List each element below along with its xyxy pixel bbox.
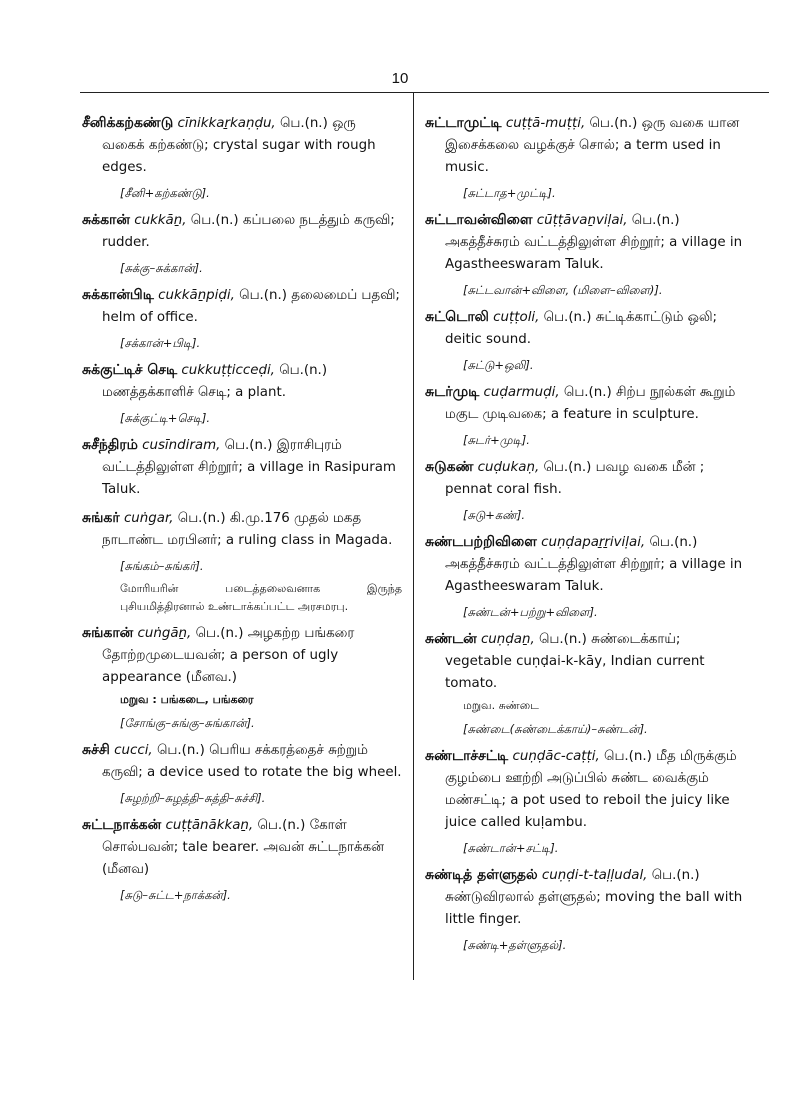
entry-definition: மணத்தக்காளிச் செடி; a plant.: [102, 385, 287, 400]
entry-headword: சுக்கான்: [82, 212, 130, 228]
entry-body: [425, 456, 745, 501]
entry-transliteration: cuṭṭoli,: [493, 310, 540, 325]
entry-etymology: [சுக்குட்டி+செடி].: [120, 411, 211, 425]
entry-definition: சுண்டைக்காய்; vegetable cuṇḍai-k-kāy, Indian current tomato.: [445, 632, 705, 691]
entry-body: [82, 434, 402, 501]
entry-headword: சுசீந்திரம்: [82, 437, 138, 453]
entry-definition: பெரிய சக்கரத்தைச் சுற்றும் கருவி; a device used to rotate the big wheel.: [102, 743, 402, 780]
entry-transliteration: cuḍarmuḍi,: [483, 385, 560, 400]
entry-part-of-speech: பெ.(n.): [190, 213, 239, 228]
entry-etymology: [சக்கான்+பிடி].: [120, 336, 201, 350]
dictionary-entry: [82, 507, 402, 616]
entry-etymology: [சுண்டி+தள்ளுதல்].: [463, 938, 567, 952]
entry-part-of-speech: பெ.(n.): [563, 385, 612, 400]
entry-definition: அகத்தீச்சுரம் வட்டத்திலுள்ள சிற்றூர்; a village in Agastheeswaram Taluk.: [445, 557, 743, 594]
entry-part-of-speech: பெ.(n.): [651, 868, 700, 883]
dictionary-entry: [425, 209, 745, 300]
dictionary-entry: [425, 112, 745, 203]
dictionary-entry: [425, 306, 745, 375]
dictionary-entry: [425, 864, 745, 955]
dictionary-entry: [82, 622, 402, 733]
entry-definition: இராசிபுரம் வட்டத்திலுள்ள சிற்றூர்; a village in Rasipuram Taluk.: [102, 438, 396, 497]
dictionary-entry: [82, 814, 402, 905]
entry-body: [425, 209, 745, 276]
dictionary-entry: [82, 112, 402, 203]
entry-etymology: [சுட்டவான்+விளை, (மிளை–விளை)].: [463, 283, 663, 297]
entry-transliteration: cuḍukaṇ,: [477, 460, 540, 475]
entry-transliteration: cukkuṭṭicceḍi,: [181, 363, 275, 378]
entry-part-of-speech: பெ.(n.): [177, 511, 226, 526]
entry-etymology: [சோங்கு–சுங்கு–சுங்கான்].: [120, 716, 255, 730]
entry-etymology: [சுண்டன்+பற்று+விளை].: [463, 605, 598, 619]
entry-part-of-speech: பெ.(n.): [631, 213, 680, 228]
entry-part-of-speech: பெ.(n.): [195, 626, 244, 641]
entry-etymology: [சுக்கு–சுக்கான்].: [120, 261, 203, 275]
entry-transliteration: cusīndiram,: [142, 438, 221, 453]
entry-transliteration: cīnikkaṟkaṇḍu,: [177, 116, 276, 131]
entry-transliteration: cuṅgar,: [123, 511, 174, 526]
entry-synonym: மறுவ. சுண்டை: [463, 699, 539, 712]
entry-etymology: [சுடர்+முடி].: [463, 433, 530, 447]
entry-definition: மீத மிருக்கும் குழம்பை ஊற்றி அடுப்பில் சுண்ட வைக்கும் மண்சட்டி; a pot used to reboil the juicy like juice called kuḷambu.: [445, 749, 737, 830]
entry-definition: சுண்டுவிரலால் தள்ளுதல்; moving the ball with little finger.: [445, 890, 743, 927]
entry-transliteration: cuṭṭā-muṭṭi,: [505, 116, 586, 131]
entry-definition: சுட்டிக்காட்டும் ஒலி; deitic sound.: [445, 310, 717, 347]
entry-etymology: [சுங்கம்–சுங்கர்].: [120, 559, 204, 573]
entry-transliteration: cuṅgāṉ,: [137, 626, 192, 641]
entry-etymology: [சுட்டாத+முட்டி].: [463, 186, 556, 200]
entry-synonym: மறுவ : பங்கடை, பங்கரை: [120, 693, 254, 706]
entry-body: [82, 284, 402, 329]
entry-body: [82, 507, 402, 552]
entry-headword: சுக்குட்டிச் செடி: [82, 362, 178, 378]
dictionary-entry: [82, 434, 402, 501]
entry-headword: சுட்டாவன்விளை: [425, 212, 533, 228]
entry-headword: சுண்டித் தள்ளுதல்: [425, 867, 538, 883]
entry-etymology: [சுண்டான்+சட்டி].: [463, 841, 559, 855]
entry-body: [425, 112, 745, 179]
entry-body: [425, 381, 745, 426]
entry-headword: சுண்டாச்சட்டி: [425, 748, 509, 764]
entry-definition: அழகற்ற பங்கரை தோற்றமுடையவன்; a person of ugly appearance (மீனவ.): [102, 626, 355, 685]
entry-headword: சுச்சி: [82, 742, 110, 758]
entry-definition: ஒரு வகை யான இசைக்கலை வழக்குச் சொல்; a term used in music.: [445, 116, 740, 175]
entry-body: [425, 864, 745, 931]
dictionary-entry: [82, 739, 402, 808]
entry-definition: தலைமைப் பதவி; helm of office.: [102, 288, 400, 325]
right-column: [425, 112, 745, 961]
entry-part-of-speech: பெ.(n.): [156, 743, 205, 758]
entry-transliteration: cuṇḍapaṟṟiviḷai,: [541, 535, 646, 550]
dictionary-entry: [82, 359, 402, 428]
entry-definition: கப்பலை நடத்தும் கருவி; rudder.: [102, 213, 395, 250]
entry-headword: சுட்டாமுட்டி: [425, 115, 502, 131]
entry-headword: சுங்கர்: [82, 510, 120, 526]
entry-transliteration: cūṭṭāvaṉviḷai,: [536, 213, 628, 228]
entry-part-of-speech: பெ.(n.): [279, 363, 328, 378]
entry-headword: சுண்டபற்றிவிளை: [425, 534, 537, 550]
entry-etymology: [சீனி+கற்கண்டு].: [120, 186, 210, 200]
page-number: 10: [391, 70, 409, 87]
entry-transliteration: cukkāṉpiḍi,: [158, 288, 235, 303]
entry-headword: சீனிக்கற்கண்டு: [82, 115, 174, 131]
dictionary-entry: [425, 456, 745, 525]
entry-definition: ஒரு வகைக் கற்கண்டு; crystal sugar with rough edges.: [102, 116, 376, 175]
dictionary-entry: [425, 628, 745, 739]
entry-definition: கோள் சொல்பவன்; tale bearer. அவன் சுட்டநாக்கன் (மீனவ): [102, 818, 385, 877]
dictionary-entry: [82, 284, 402, 353]
entry-part-of-speech: பெ.(n.): [543, 310, 592, 325]
entry-transliteration: cuṇḍaṉ,: [480, 632, 535, 647]
entry-body: [82, 112, 402, 179]
entry-part-of-speech: பெ.(n.): [543, 460, 592, 475]
entry-part-of-speech: பெ.(n.): [539, 632, 587, 647]
column-divider: [413, 93, 414, 980]
entry-etymology: [சுடு+கண்].: [463, 508, 526, 522]
entry-definition: பவழ வகை மீன் ; pennat coral fish.: [445, 460, 705, 497]
entry-transliteration: cuṇḍi-t-taḷḷudal,: [541, 868, 648, 883]
left-column: [82, 112, 402, 911]
entry-part-of-speech: பெ.(n.): [589, 116, 638, 131]
entry-definition: அகத்தீச்சுரம் வட்டத்திலுள்ள சிற்றூர்; a village in Agastheeswaram Taluk.: [445, 235, 743, 272]
entry-definition: கி.மு.176 முதல் மகத நாடாண்ட மரபினர்; a ruling class in Magada.: [102, 511, 393, 548]
entry-definition: சிற்ப நூல்கள் கூறும் மகுட முடிவகை; a feature in sculpture.: [445, 385, 736, 422]
entry-headword: சுடுகண்: [425, 459, 474, 475]
entry-part-of-speech: பெ.(n.): [649, 535, 698, 550]
entry-body: [425, 531, 745, 598]
entry-part-of-speech: பெ.(n.): [279, 116, 328, 131]
entry-etymology: [சுண்டை(சுண்டைக்காய்)–சுண்டன்].: [463, 722, 648, 736]
entry-headword: சுடர்முடி: [425, 384, 480, 400]
entry-body: [425, 745, 745, 834]
entry-headword: சுக்கான்பிடி: [82, 287, 154, 303]
entry-body: [82, 739, 402, 784]
entry-body: [82, 359, 402, 404]
entry-part-of-speech: பெ.(n.): [257, 818, 306, 833]
entry-transliteration: cukkāṉ,: [134, 213, 187, 228]
entry-headword: சுட்டநாக்கன்: [82, 817, 162, 833]
header-rule: [80, 92, 769, 93]
entry-transliteration: cuṇḍāc-caṭṭi,: [512, 749, 600, 764]
dictionary-entry: [82, 209, 402, 278]
entry-headword: சுண்டன்: [425, 631, 477, 647]
entry-body: [425, 306, 745, 351]
entry-etymology: [சுட்டு+ஒலி].: [463, 358, 534, 372]
entry-transliteration: cuṭṭānākkaṉ,: [165, 818, 254, 833]
entry-body: [425, 628, 745, 695]
dictionary-entry: [425, 381, 745, 450]
entry-part-of-speech: பெ.(n.): [239, 288, 287, 303]
entry-headword: சுட்டொலி: [425, 309, 489, 325]
entry-body: [82, 622, 402, 689]
entry-transliteration: cucci,: [114, 743, 153, 758]
entry-body: [82, 209, 402, 254]
entry-body: [82, 814, 402, 881]
dictionary-entry: [425, 531, 745, 622]
entry-etymology: [சுடு–சுட்ட+நாக்கன்].: [120, 888, 231, 902]
entry-part-of-speech: பெ.(n.): [604, 749, 652, 764]
entry-headword: சுங்கான்: [82, 625, 134, 641]
dictionary-entry: [425, 745, 745, 858]
entry-part-of-speech: பெ.(n.): [224, 438, 273, 453]
entry-etymology: [சுழற்றி–சுழத்தி–சுத்தி–சுச்சி].: [120, 791, 266, 805]
entry-note: மோரியரின் படைத்தலைவனாக இருந்த புசியமித்திரனால் உண்டாக்கப்பட்ட அரசமரபு.: [120, 582, 402, 613]
